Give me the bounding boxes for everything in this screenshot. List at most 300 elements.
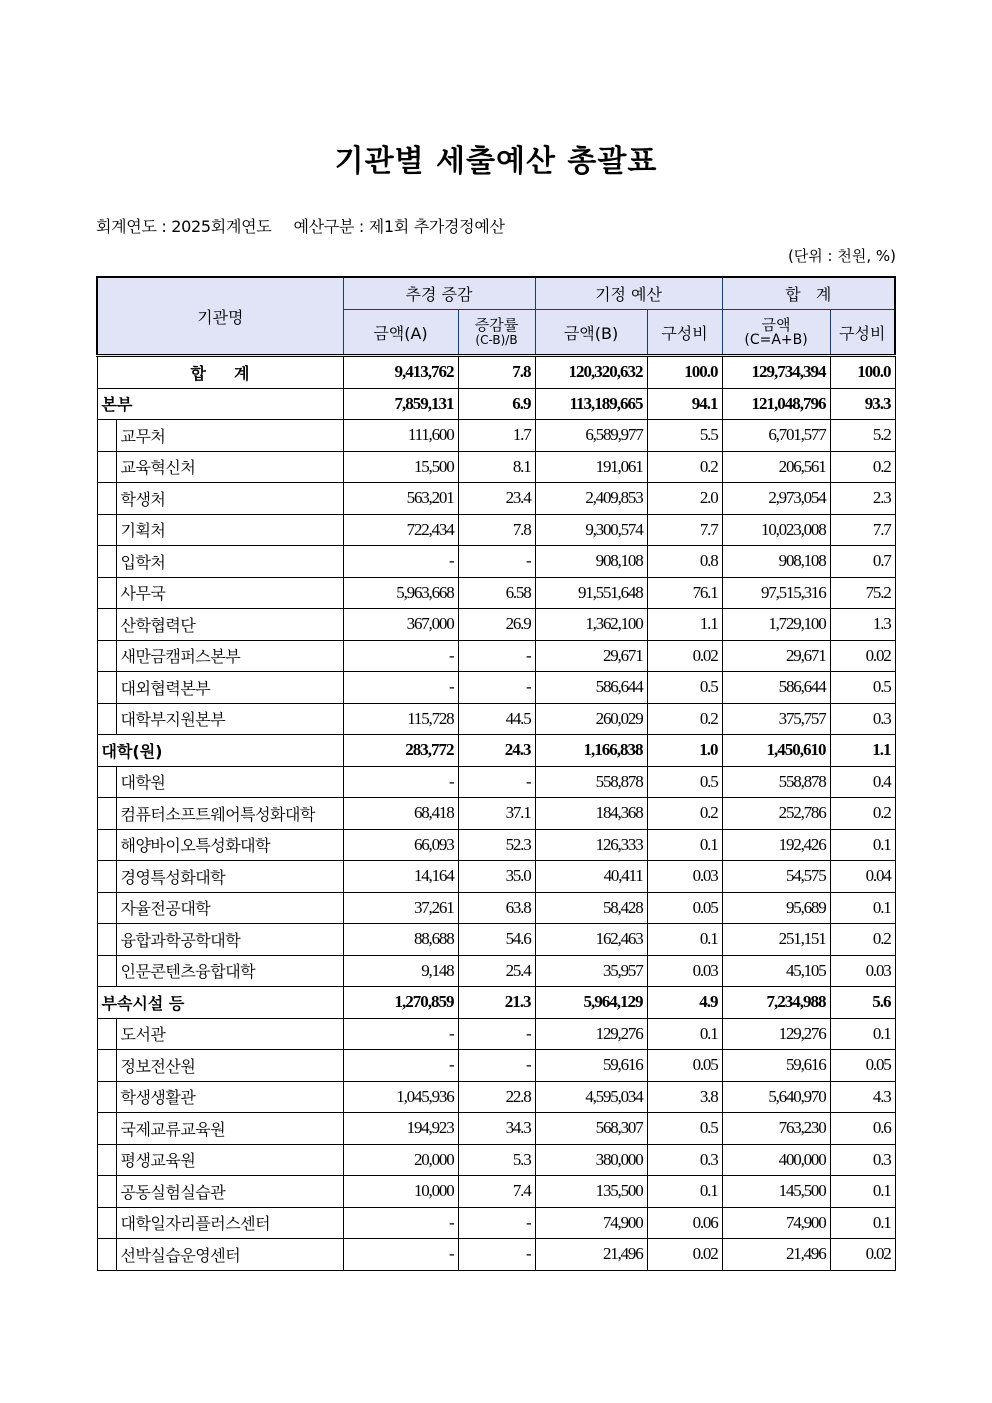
amount-b-cell: 162,463: [535, 924, 647, 956]
amount-b-cell: 2,409,853: [535, 483, 647, 515]
amount-c-cell: 192,426: [722, 829, 830, 861]
org-name: 교육혁신처: [120, 458, 196, 478]
amount-a-cell: -: [343, 1018, 458, 1050]
header-amount-c-line2: (C=A+B): [744, 332, 808, 348]
amount-a-cell: 563,201: [343, 483, 458, 515]
amount-c-cell: 129,734,394: [722, 356, 830, 389]
header-change-rate-line1: 증감률: [474, 316, 519, 334]
amount-b-cell: 35,957: [535, 955, 647, 987]
amount-c-cell: 6,701,577: [722, 420, 830, 452]
org-name: 컴퓨터소프트웨어특성화대학: [120, 804, 315, 824]
indent-guide: [98, 546, 117, 578]
amount-c-cell: 10,023,008: [722, 514, 830, 546]
org-name: 자율전공대학: [120, 899, 211, 919]
indent-guide: [98, 829, 117, 861]
indent-guide: [98, 798, 117, 830]
ratio-b-cell: 0.5: [647, 672, 722, 704]
org-name: 경영특성화대학: [120, 867, 226, 887]
amount-b-cell: 9,300,574: [535, 514, 647, 546]
amount-a-cell: 15,500: [343, 451, 458, 483]
amount-c-cell: 95,689: [722, 892, 830, 924]
amount-c-cell: 908,108: [722, 546, 830, 578]
amount-a-cell: 9,413,762: [343, 356, 458, 389]
indent-guide: [98, 1176, 117, 1208]
ratio-b-cell: 0.02: [647, 640, 722, 672]
ratio-c-cell: 0.05: [830, 1050, 895, 1082]
amount-b-cell: 568,307: [535, 1113, 647, 1145]
amount-a-cell: 88,688: [343, 924, 458, 956]
ratio-c-cell: 75.2: [830, 577, 895, 609]
amount-c-cell: 45,105: [722, 955, 830, 987]
amount-a-cell: 9,148: [343, 955, 458, 987]
ratio-c-cell: 4.3: [830, 1081, 895, 1113]
ratio-b-cell: 0.5: [647, 766, 722, 798]
org-name-cell: [97, 514, 343, 546]
amount-b-cell: 29,671: [535, 640, 647, 672]
amount-a-cell: -: [343, 546, 458, 578]
org-name: 사무국: [120, 584, 166, 604]
ratio-c-cell: 5.6: [830, 987, 895, 1019]
org-name: 평생교육원: [120, 1151, 196, 1171]
org-name-cell: [97, 1050, 343, 1082]
change-rate-cell: 22.8: [458, 1081, 535, 1113]
document-meta: [96, 214, 505, 237]
ratio-c-cell: 1.1: [830, 735, 895, 767]
indent-guide: [98, 766, 117, 798]
org-name: 본부: [101, 395, 133, 415]
indent-guide: [98, 451, 117, 483]
indent-guide: [98, 640, 117, 672]
org-name-cell: [97, 1018, 343, 1050]
change-rate-cell: 6.9: [458, 388, 535, 420]
amount-b-cell: 4,595,034: [535, 1081, 647, 1113]
org-name-cell: [97, 955, 343, 987]
indent-guide: [98, 861, 117, 893]
ratio-c-cell: 0.02: [830, 640, 895, 672]
change-rate-cell: 8.1: [458, 451, 535, 483]
ratio-c-cell: 7.7: [830, 514, 895, 546]
header-amount-b: 금액(B): [535, 310, 647, 356]
amount-b-cell: 558,878: [535, 766, 647, 798]
table-row: [97, 766, 895, 798]
ratio-b-cell: 94.1: [647, 388, 722, 420]
amount-b-cell: 74,900: [535, 1207, 647, 1239]
ratio-c-cell: 0.04: [830, 861, 895, 893]
amount-b-cell: 126,333: [535, 829, 647, 861]
ratio-b-cell: 100.0: [647, 356, 722, 389]
indent-guide: [98, 703, 117, 735]
org-name: 학생생활관: [120, 1088, 196, 1108]
table-row: [97, 1207, 895, 1239]
amount-a-cell: 5,963,668: [343, 577, 458, 609]
budget-summary-table: [96, 276, 896, 1271]
table-row: [97, 514, 895, 546]
ratio-c-cell: 0.1: [830, 829, 895, 861]
ratio-b-cell: 0.1: [647, 829, 722, 861]
org-name: 대학(원): [101, 741, 163, 761]
change-rate-cell: 37.1: [458, 798, 535, 830]
table-row: [97, 798, 895, 830]
indent-guide: [98, 955, 117, 987]
ratio-b-cell: 0.05: [647, 1050, 722, 1082]
total-row: [97, 356, 895, 389]
ratio-b-cell: 0.02: [647, 1239, 722, 1271]
amount-a-cell: 367,000: [343, 609, 458, 641]
change-rate-cell: -: [458, 1239, 535, 1271]
header-org-name: 기관명: [97, 277, 343, 356]
amount-a-cell: 14,164: [343, 861, 458, 893]
ratio-b-cell: 4.9: [647, 987, 722, 1019]
amount-c-cell: 375,757: [722, 703, 830, 735]
table-row: [97, 609, 895, 641]
table-row: [97, 1081, 895, 1113]
ratio-b-cell: 7.7: [647, 514, 722, 546]
change-rate-cell: -: [458, 1018, 535, 1050]
ratio-b-cell: 0.03: [647, 955, 722, 987]
org-name-cell: [97, 1176, 343, 1208]
ratio-b-cell: 0.2: [647, 451, 722, 483]
indent-guide: [98, 892, 117, 924]
amount-a-cell: 20,000: [343, 1144, 458, 1176]
amount-c-cell: 558,878: [722, 766, 830, 798]
org-name-cell: [97, 987, 343, 1019]
amount-c-cell: 1,450,610: [722, 735, 830, 767]
org-name: 도서관: [120, 1025, 166, 1045]
ratio-c-cell: 0.2: [830, 924, 895, 956]
table-body: [97, 356, 895, 1271]
indent-guide: [98, 1113, 117, 1145]
table-row: [97, 703, 895, 735]
ratio-c-cell: 1.3: [830, 609, 895, 641]
ratio-b-cell: 2.0: [647, 483, 722, 515]
group-row: [97, 388, 895, 420]
amount-c-cell: 400,000: [722, 1144, 830, 1176]
indent-guide: [98, 1239, 117, 1271]
header-change-rate-line2: (C-B)/B: [475, 333, 518, 347]
change-rate-cell: -: [458, 546, 535, 578]
amount-a-cell: 37,261: [343, 892, 458, 924]
ratio-b-cell: 0.2: [647, 798, 722, 830]
table-row: [97, 892, 895, 924]
change-rate-cell: 52.3: [458, 829, 535, 861]
amount-a-cell: 194,923: [343, 1113, 458, 1145]
header-amount-c: [722, 310, 830, 356]
header-change-rate: [458, 310, 535, 356]
change-rate-cell: 26.9: [458, 609, 535, 641]
ratio-b-cell: 0.8: [647, 546, 722, 578]
ratio-c-cell: 0.4: [830, 766, 895, 798]
amount-a-cell: -: [343, 672, 458, 704]
indent-guide: [98, 1081, 117, 1113]
change-rate-cell: 63.8: [458, 892, 535, 924]
amount-a-cell: 68,418: [343, 798, 458, 830]
amount-b-cell: 1,362,100: [535, 609, 647, 641]
org-name-cell: [97, 735, 343, 767]
indent-guide: [98, 483, 117, 515]
change-rate-cell: 54.6: [458, 924, 535, 956]
change-rate-cell: -: [458, 1050, 535, 1082]
org-name-cell: [97, 640, 343, 672]
ratio-c-cell: 0.6: [830, 1113, 895, 1145]
table-row: [97, 640, 895, 672]
org-name: 새만금캠퍼스본부: [120, 647, 241, 667]
change-rate-cell: 25.4: [458, 955, 535, 987]
amount-b-cell: 21,496: [535, 1239, 647, 1271]
change-rate-cell: 7.8: [458, 356, 535, 389]
org-name: 해양바이오특성화대학: [120, 836, 271, 856]
table-row: [97, 955, 895, 987]
indent-guide: [98, 672, 117, 704]
header-amount-a: 금액(A): [343, 310, 458, 356]
amount-c-cell: 763,230: [722, 1113, 830, 1145]
amount-b-cell: 1,166,838: [535, 735, 647, 767]
amount-c-cell: 129,276: [722, 1018, 830, 1050]
fiscal-year-label: 회계연도 : 2025회계연도: [96, 217, 272, 236]
change-rate-cell: 44.5: [458, 703, 535, 735]
ratio-c-cell: 93.3: [830, 388, 895, 420]
change-rate-cell: 5.3: [458, 1144, 535, 1176]
change-rate-cell: -: [458, 672, 535, 704]
amount-c-cell: 7,234,988: [722, 987, 830, 1019]
indent-guide: [98, 1018, 117, 1050]
amount-c-cell: 97,515,316: [722, 577, 830, 609]
org-name-cell: [97, 451, 343, 483]
org-name-cell: [97, 1207, 343, 1239]
org-name: 인문콘텐츠융합대학: [120, 962, 256, 982]
unit-label: (단위 : 천원, %): [787, 247, 896, 265]
indent-guide: [98, 1144, 117, 1176]
group-row: [97, 735, 895, 767]
org-name-cell: [97, 356, 343, 389]
amount-b-cell: 58,428: [535, 892, 647, 924]
org-name: 교무처: [120, 426, 166, 446]
ratio-b-cell: 0.06: [647, 1207, 722, 1239]
ratio-b-cell: 76.1: [647, 577, 722, 609]
ratio-b-cell: 5.5: [647, 420, 722, 452]
amount-b-cell: 260,029: [535, 703, 647, 735]
amount-c-cell: 54,575: [722, 861, 830, 893]
org-name-cell: [97, 861, 343, 893]
org-name: 대학일자리플러스센터: [120, 1214, 271, 1234]
org-name-cell: [97, 420, 343, 452]
org-name: 융합과학공학대학: [120, 930, 241, 950]
amount-b-cell: 129,276: [535, 1018, 647, 1050]
org-name: 선박실습운영센터: [120, 1245, 241, 1265]
amount-c-cell: 21,496: [722, 1239, 830, 1271]
org-name: 대학부지원본부: [120, 710, 226, 730]
amount-c-cell: 1,729,100: [722, 609, 830, 641]
header-group-total: [722, 277, 895, 310]
page-title: 기관별 세출예산 총괄표: [334, 144, 658, 179]
table-row: [97, 451, 895, 483]
org-name-cell: [97, 609, 343, 641]
ratio-c-cell: 0.1: [830, 1018, 895, 1050]
org-name: 합계: [190, 363, 278, 383]
header-ratio-b: 구성비: [647, 310, 722, 356]
amount-a-cell: -: [343, 766, 458, 798]
change-rate-cell: -: [458, 766, 535, 798]
org-name: 대학원: [120, 773, 166, 793]
ratio-b-cell: 0.1: [647, 1176, 722, 1208]
amount-a-cell: 283,772: [343, 735, 458, 767]
org-name-cell: [97, 577, 343, 609]
table-header: [97, 277, 895, 356]
ratio-b-cell: 0.3: [647, 1144, 722, 1176]
ratio-b-cell: 3.8: [647, 1081, 722, 1113]
ratio-c-cell: 0.1: [830, 1207, 895, 1239]
table-row: [97, 1144, 895, 1176]
amount-a-cell: 115,728: [343, 703, 458, 735]
org-name-cell: [97, 1144, 343, 1176]
group-row: [97, 987, 895, 1019]
indent-guide: [98, 1050, 117, 1082]
change-rate-cell: 7.4: [458, 1176, 535, 1208]
indent-guide: [98, 609, 117, 641]
amount-a-cell: 10,000: [343, 1176, 458, 1208]
change-rate-cell: 6.58: [458, 577, 535, 609]
ratio-c-cell: 0.1: [830, 1176, 895, 1208]
org-name-cell: [97, 483, 343, 515]
change-rate-cell: 21.3: [458, 987, 535, 1019]
ratio-c-cell: 0.7: [830, 546, 895, 578]
amount-c-cell: 29,671: [722, 640, 830, 672]
amount-c-cell: 74,900: [722, 1207, 830, 1239]
change-rate-cell: 7.8: [458, 514, 535, 546]
org-name: 국제교류교육원: [120, 1119, 226, 1139]
indent-guide: [98, 577, 117, 609]
amount-c-cell: 586,644: [722, 672, 830, 704]
org-name: 공동실험실습관: [120, 1182, 226, 1202]
amount-c-cell: 206,561: [722, 451, 830, 483]
indent-guide: [98, 514, 117, 546]
ratio-c-cell: 5.2: [830, 420, 895, 452]
ratio-b-cell: 0.1: [647, 924, 722, 956]
change-rate-cell: 1.7: [458, 420, 535, 452]
header-group-total-label: 합 계: [785, 285, 832, 304]
amount-c-cell: 2,973,054: [722, 483, 830, 515]
amount-b-cell: 59,616: [535, 1050, 647, 1082]
amount-a-cell: 111,600: [343, 420, 458, 452]
table-row: [97, 861, 895, 893]
amount-b-cell: 586,644: [535, 672, 647, 704]
amount-a-cell: 722,434: [343, 514, 458, 546]
amount-a-cell: -: [343, 640, 458, 672]
table-row: [97, 1018, 895, 1050]
org-name-cell: [97, 798, 343, 830]
amount-a-cell: 1,270,859: [343, 987, 458, 1019]
org-name: 학생처: [120, 489, 166, 509]
org-name-cell: [97, 388, 343, 420]
amount-b-cell: 184,368: [535, 798, 647, 830]
amount-c-cell: 251,151: [722, 924, 830, 956]
amount-b-cell: 908,108: [535, 546, 647, 578]
change-rate-cell: 34.3: [458, 1113, 535, 1145]
org-name-cell: [97, 672, 343, 704]
ratio-c-cell: 0.2: [830, 451, 895, 483]
org-name: 정보전산원: [120, 1056, 196, 1076]
indent-guide: [98, 1207, 117, 1239]
table-row: [97, 1239, 895, 1271]
table-row: [97, 483, 895, 515]
change-rate-cell: 24.3: [458, 735, 535, 767]
ratio-b-cell: 0.05: [647, 892, 722, 924]
table-row: [97, 1176, 895, 1208]
amount-a-cell: 7,859,131: [343, 388, 458, 420]
org-name-cell: [97, 892, 343, 924]
amount-c-cell: 145,500: [722, 1176, 830, 1208]
amount-b-cell: 113,189,665: [535, 388, 647, 420]
amount-c-cell: 59,616: [722, 1050, 830, 1082]
change-rate-cell: 23.4: [458, 483, 535, 515]
amount-c-cell: 252,786: [722, 798, 830, 830]
org-name-cell: [97, 829, 343, 861]
change-rate-cell: 35.0: [458, 861, 535, 893]
org-name: 부속시설 등: [101, 993, 185, 1013]
amount-b-cell: 191,061: [535, 451, 647, 483]
table-row: [97, 672, 895, 704]
org-name-cell: [97, 1239, 343, 1271]
budget-type-label: 예산구분 : 제1회 추가경정예산: [293, 217, 505, 236]
ratio-c-cell: 100.0: [830, 356, 895, 389]
indent-guide: [98, 924, 117, 956]
org-name-cell: [97, 1081, 343, 1113]
amount-b-cell: 6,589,977: [535, 420, 647, 452]
amount-b-cell: 5,964,129: [535, 987, 647, 1019]
amount-a-cell: -: [343, 1239, 458, 1271]
org-name-cell: [97, 1113, 343, 1145]
amount-c-cell: 121,048,796: [722, 388, 830, 420]
table-row: [97, 577, 895, 609]
amount-a-cell: -: [343, 1207, 458, 1239]
org-name-cell: [97, 766, 343, 798]
ratio-b-cell: 1.1: [647, 609, 722, 641]
table-row: [97, 829, 895, 861]
table-row: [97, 924, 895, 956]
org-name-cell: [97, 546, 343, 578]
change-rate-cell: -: [458, 1207, 535, 1239]
header-group-supplementary: 추경 증감: [343, 277, 535, 310]
table-row: [97, 1050, 895, 1082]
table-row: [97, 420, 895, 452]
indent-guide: [98, 420, 117, 452]
ratio-c-cell: 0.3: [830, 1144, 895, 1176]
ratio-b-cell: 0.2: [647, 703, 722, 735]
amount-a-cell: 1,045,936: [343, 1081, 458, 1113]
amount-a-cell: -: [343, 1050, 458, 1082]
org-name: 기획처: [120, 521, 166, 541]
amount-b-cell: 40,411: [535, 861, 647, 893]
org-name-cell: [97, 924, 343, 956]
ratio-c-cell: 0.5: [830, 672, 895, 704]
ratio-b-cell: 1.0: [647, 735, 722, 767]
ratio-b-cell: 0.5: [647, 1113, 722, 1145]
org-name: 대외협력본부: [120, 678, 211, 698]
amount-b-cell: 91,551,648: [535, 577, 647, 609]
amount-b-cell: 380,000: [535, 1144, 647, 1176]
ratio-c-cell: 0.02: [830, 1239, 895, 1271]
header-group-original: 기정 예산: [535, 277, 722, 310]
ratio-c-cell: 0.03: [830, 955, 895, 987]
ratio-b-cell: 0.03: [647, 861, 722, 893]
amount-b-cell: 120,320,632: [535, 356, 647, 389]
org-name: 산학협력단: [120, 615, 196, 635]
amount-b-cell: 135,500: [535, 1176, 647, 1208]
change-rate-cell: -: [458, 640, 535, 672]
ratio-b-cell: 0.1: [647, 1018, 722, 1050]
amount-c-cell: 5,640,970: [722, 1081, 830, 1113]
amount-a-cell: 66,093: [343, 829, 458, 861]
header-ratio-c: 구성비: [830, 310, 895, 356]
